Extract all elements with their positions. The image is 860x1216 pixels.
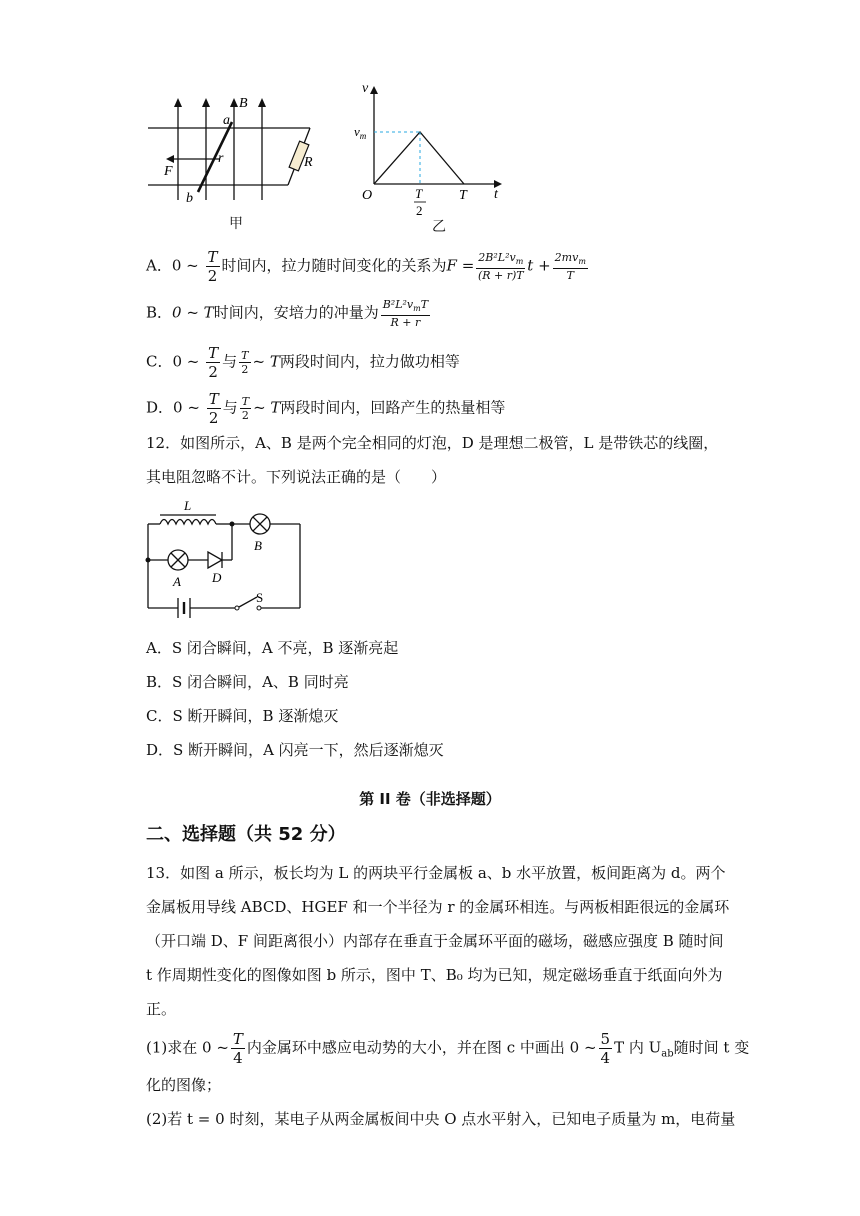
- label-T-half-num: T: [415, 186, 423, 201]
- figure-yi-velocity-graph: [352, 78, 512, 238]
- fraction: $\frac{T}{2}$: [207, 248, 218, 285]
- label-B: B: [239, 96, 248, 111]
- label-v: v: [362, 81, 369, 96]
- label-R: R: [304, 155, 313, 170]
- q13-line3: （开口端 D、F 间距离很小）内部存在垂直于金属环平面的磁场，磁感应强度 B 随时间: [146, 932, 724, 950]
- label-T-half-den: 2: [416, 203, 423, 218]
- figure-yi-caption: 乙: [432, 219, 446, 235]
- label-O: O: [362, 188, 373, 203]
- q12-stem-line1: 12．如图所示，A、B 是两个完全相同的灯泡，D 是理想二极管，L 是带铁芯的线圈，: [146, 434, 719, 452]
- section-ii-heading: 第 II 卷（非选择题）: [359, 790, 501, 808]
- q12-option-b[interactable]: B．S 闭合瞬间，A、B 同时亮: [146, 673, 349, 691]
- fraction: $\frac{T}{4}$: [232, 1030, 243, 1067]
- fraction: $\frac{B^2L^2v_mT}{R + r}$: [382, 298, 429, 330]
- figure-jia-caption: 甲: [229, 216, 243, 232]
- label-F: F: [164, 164, 173, 179]
- circuit-label-D: D: [212, 570, 222, 585]
- label-b: b: [186, 191, 193, 206]
- q12-stem-line2: 其电阻忽略不计。下列说法正确的是（ ）: [146, 468, 447, 486]
- q12-circuit-diagram: [140, 498, 310, 618]
- q11-option-b[interactable]: B．0 ~ T时间内，安培力的冲量为 $\frac{B^2L^2v_mT}{R + r}$: [146, 298, 429, 330]
- q13-line4: t 作周期性变化的图像如图 b 所示，图中 T、B₀ 均为已知，规定磁场垂直于纸面向外为: [146, 966, 723, 984]
- fraction: $\frac{T}{2}$: [241, 395, 250, 422]
- fraction: $\frac{2mv_m}{T}$: [554, 250, 586, 283]
- fraction: $\frac{2B^2L^2v_m}{(R + r)T}$: [477, 250, 524, 283]
- label-t: t: [494, 187, 498, 202]
- q12-option-d[interactable]: D．S 断开瞬间，A 闪亮一下，然后逐渐熄灭: [146, 741, 444, 759]
- q13-sub1: (1)求在 0 ~ $\frac{T}{4}$ 内金属环中感应电动势的大小，并在图 c 中画出 0 ~ $\frac{5}{4}$ T 内 $U_{ab}$随时间 t 变: [146, 1030, 750, 1067]
- q13-line5: 正。: [146, 1000, 177, 1018]
- q13-sub1-line2: 化的图像；: [146, 1076, 222, 1094]
- label-a: a: [223, 113, 230, 128]
- label-T: T: [459, 188, 467, 203]
- q13-line1: 13．如图 a 所示，板长均为 L 的两块平行金属板 a、b 水平放置，板间距离为 d。两个: [146, 864, 726, 882]
- circuit-label-S: S: [256, 590, 264, 605]
- label-vm: $v_m$: [354, 124, 367, 141]
- fraction: $\frac{T}{2}$: [241, 349, 249, 376]
- q11-option-c[interactable]: C．0 ~ $\frac{T}{2}$ 与 $\frac{T}{2}$ ~ T两段时间内，拉力做功相等: [146, 344, 460, 381]
- q13-line2: 金属板用导线 ABCD、HGEF 和一个半径为 r 的金属环相连。与两板相距很远的金属环: [146, 898, 730, 916]
- fraction: $\frac{5}{4}$: [600, 1030, 611, 1067]
- q11-option-d[interactable]: D．0 ~ $\frac{T}{2}$ 与 $\frac{T}{2}$ ~ T两段时间内，回路产生的热量相等: [146, 390, 506, 427]
- q12-option-a[interactable]: A．S 闭合瞬间，A 不亮，B 逐渐亮起: [146, 639, 399, 657]
- q12-option-c[interactable]: C．S 断开瞬间，B 逐渐熄灭: [146, 707, 339, 725]
- circuit-label-L: L: [184, 498, 192, 513]
- q11-option-a[interactable]: A．0 ~ $\frac{T}{2}$ 时间内，拉力随时间变化的关系为F = $\frac{2B^2L^2v_m}{(R + r)T}$ t + $\frac{2mv_m}{T}$: [146, 248, 586, 285]
- fraction: $\frac{T}{2}$: [208, 344, 219, 381]
- q13-sub2: (2)若 t = 0 时刻，某电子从两金属板间中央 O 点水平射入，已知电子质量为 m，电荷量: [146, 1110, 736, 1128]
- circuit-label-B: B: [254, 538, 262, 553]
- circuit-label-A: A: [173, 574, 181, 589]
- label-r: r: [218, 151, 224, 166]
- fraction: $\frac{T}{2}$: [208, 390, 219, 427]
- part2-title: 二、选择题（共 52 分）: [146, 824, 346, 845]
